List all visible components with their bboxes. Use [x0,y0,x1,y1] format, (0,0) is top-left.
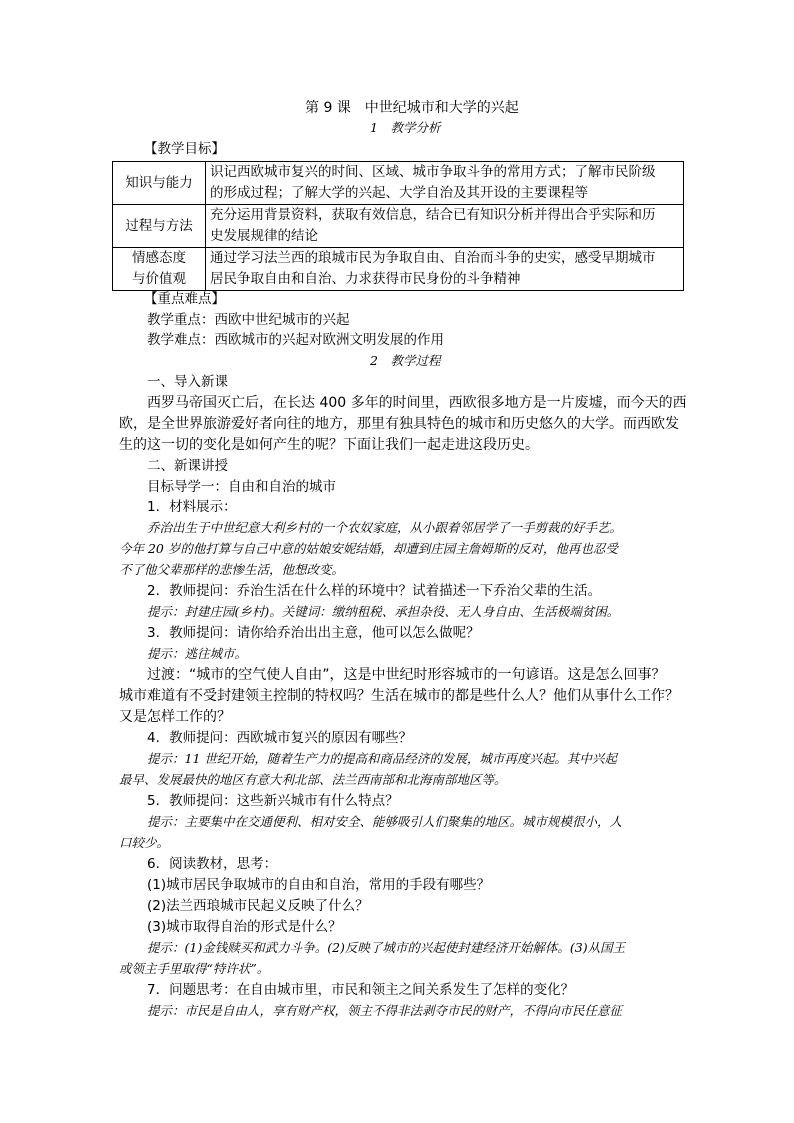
table-row [113,205,684,248]
teaching-goals-table [112,161,684,291]
problem-thinking: 7．问题思考：在自由城市里，市民和领主之间关系发生了怎样的变化？ [147,982,575,998]
goal-category: 过程与方法 [113,205,206,248]
transition-line: 过渡：“城市的空气使人自由”，这是中世纪时形容城市的一句谚语。这是怎么回事？ [147,667,666,683]
intro-heading: 一、导入新课 [147,374,228,390]
goal-description [206,248,684,291]
table-row [113,248,684,291]
goal-description [206,205,684,248]
goal-category: 情感态度 与价值观 [113,248,206,291]
hint: 提示：封建庄园(乡村)。关键词：缴纳租税、承担杂役、无人身自由、生活极端贫困。 [147,604,620,619]
hint: 提示：市民是自由人，享有财产权，领主不得非法剥夺市民的财产，不得向市民任意征 [147,1003,623,1018]
lesson-title: 第 9 课 中世纪城市和大学的兴起 [305,100,519,116]
goal-text-line: 居民争取自由和自治、力求获得市民身份的斗争精神 [210,271,521,287]
goal-text-line: 史发展规律的结论 [210,228,318,244]
material-line: 乔治出生于中世纪意大利乡村的一个农奴家庭，从小跟着邻居学了一手剪裁的好手艺。 [147,520,623,535]
paragraph-line: 欧，是全世界旅游爱好者向往的地方，那里有独具特色的城市和历史悠久的大学。而西欧发 [119,416,679,432]
goal-description [206,162,684,205]
teacher-question: 5．教师提问：这些新兴城市有什么特点？ [147,793,399,809]
section-heading-analysis: 1 教学分析 [370,120,441,135]
section-heading-process: 2 教学过程 [370,353,441,368]
teaching-focus: 教学重点：西欧中世纪城市的兴起 [147,312,350,328]
table-row [113,162,684,205]
question-item: (1)城市居民争取城市的自由和自治，常用的手段有哪些？ [147,877,491,893]
goal-text-line: 充分运用背景资料，获取有效信息，结合已有知识分析并得出合乎实际和历 [210,207,656,223]
material-heading: 1．材料展示： [147,499,237,515]
teacher-question: 2．教师提问：乔治生活在什么样的环境中？试着描述一下乔治父辈的生活。 [147,583,602,599]
goal-category: 知识与能力 [113,162,206,205]
transition-line: 又是怎样工作的？ [119,709,231,725]
key-points-heading: 【重点难点】 [144,291,225,307]
goal-text-line: 识记西欧城市复兴的时间、区域、城市争取斗争的常用方式；了解市民阶级 [210,164,656,180]
paragraph-line: 西罗马帝国灭亡后，在长达 400 多年的时间里，西欧很多地方是一片废墟，而今天的西 [147,395,687,411]
hint: 提示：逃往城市。 [147,646,248,661]
hint: 或领主手里取得“特许状”。 [119,961,270,976]
new-lesson-heading: 二、新课讲授 [147,458,228,474]
teaching-difficulty: 教学难点：西欧城市的兴起对欧洲文明发展的作用 [147,332,444,348]
hint: 提示：主要集中在交通便利、相对安全、能够吸引人们聚集的地区。城市规模很小，人 [147,814,623,829]
hint: 口较少。 [119,835,170,850]
hint: 最早、发展最快的地区有意大利北部、法兰西南部和北海南部地区等。 [119,772,507,787]
question-item: (2)法兰西琅城市民起义反映了什么？ [147,898,369,914]
teacher-question: 4．教师提问：西欧城市复兴的原因有哪些？ [147,730,413,746]
paragraph-line: 生的这一切的变化是如何产生的呢？下面让我们一起走进这段历史。 [119,437,539,453]
goal-text-line: 通过学习法兰西的琅城市民为争取自由、自治而斗争的史实，感受早期城市 [210,250,656,266]
hint: 提示：(1)金钱赎买和武力斗争。(2)反映了城市的兴起使封建经济开始解体。(3)从国王 [147,940,626,955]
goal-text-line: 的形成过程；了解大学的兴起、大学自治及其开设的主要课程等 [210,185,588,201]
goal-guide-1: 目标导学一：自由和自治的城市 [147,479,336,495]
reading-task: 6．阅读教材，思考： [147,856,278,872]
transition-line: 城市难道有不受封建领主控制的特权吗？生活在城市的都是些什么人？他们从事什么工作？ [119,688,679,704]
material-line: 今年 20 岁的他打算与自己中意的姑娘安妮结婚，却遭到庄园主詹姆斯的反对，他再也忍受 [119,541,618,556]
question-item: (3)城市取得自治的形式是什么？ [147,919,342,935]
teacher-question: 3．教师提问：请你给乔治出出主意，他可以怎么做呢？ [147,625,480,641]
material-line: 不了他父辈那样的悲惨生活，他想改变。 [119,562,345,577]
hint: 提示：11 世纪开始，随着生产力的提高和商品经济的发展，城市再度兴起。其中兴起 [147,751,617,766]
goals-heading: 【教学目标】 [144,141,225,157]
